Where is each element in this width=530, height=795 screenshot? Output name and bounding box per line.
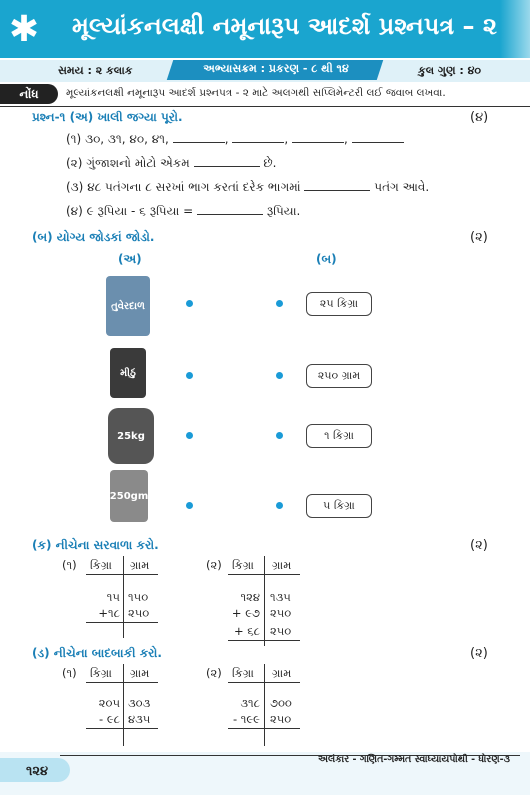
- gram-value: ૧૩૫: [270, 590, 291, 604]
- page-title: મૂલ્યાંકનલક્ષી નમૂનારૂપ આદર્શ પ્રશ્નપત્ર – ૨: [72, 12, 497, 40]
- gram-header: ગ્રામ: [272, 558, 292, 572]
- q1d-marks: (૨): [470, 646, 488, 661]
- header-rule: [86, 682, 158, 683]
- blank-field[interactable]: [232, 132, 284, 143]
- item-text: ૩૦, ૩૧, ૪૦, ૪૧,: [85, 132, 169, 146]
- problem-number: (૧): [62, 558, 77, 572]
- blank-field[interactable]: [304, 180, 370, 191]
- item-text: ૯ રૂપિયા - ૬ રૂપિયા =: [86, 204, 194, 218]
- problem-number: (૨): [206, 558, 222, 572]
- product-label: 25kg: [117, 430, 145, 442]
- kg-value: ૩૧૮: [240, 696, 260, 710]
- problem-number: (૧): [62, 666, 77, 680]
- column-b-heading: (બ): [316, 252, 337, 266]
- match-dot-right[interactable]: [276, 300, 283, 307]
- column-divider: [264, 556, 265, 646]
- difference-rule: [228, 728, 300, 729]
- kg-value: +૧૮: [98, 606, 120, 620]
- gram-value: ૧૫૦: [128, 590, 149, 604]
- answer-box: ૨૫૦ ગ્રામ: [306, 364, 372, 388]
- product-label: મીઠું: [120, 367, 136, 379]
- blank-field[interactable]: [194, 156, 260, 167]
- match-dot-right[interactable]: [276, 502, 283, 509]
- kg-value: - ૯૮: [99, 712, 120, 726]
- match-dot-right[interactable]: [276, 372, 283, 379]
- kg-value: ૧૫: [106, 590, 120, 604]
- salt-packet-image: [110, 348, 146, 398]
- answer-box: ૫ કિગ્રા: [306, 494, 372, 518]
- kg-value: + ૬૮: [233, 624, 260, 638]
- gram-value: ૪૩૫: [128, 712, 151, 726]
- sum-rule: [228, 640, 300, 641]
- comma: ,: [344, 132, 348, 146]
- item-text: પતંગ આવે.: [374, 180, 430, 194]
- gram-value: ૨૫૦: [270, 712, 292, 726]
- kg-header: કિગ્રા: [90, 666, 112, 680]
- title-bar-fade: [500, 0, 530, 58]
- syllabus-text: અભ્યાસક્રમ : પ્રકરણ - ૮ થી ૧૪: [203, 62, 349, 75]
- gram-value: ૨૫૦: [270, 606, 292, 620]
- column-divider: [123, 664, 124, 746]
- total-marks: કુલ ગુણ : ૪૦: [418, 64, 482, 77]
- match-dot-left[interactable]: [186, 372, 193, 379]
- header-rule: [228, 574, 300, 575]
- q1c-marks: (૨): [470, 538, 488, 553]
- column-a-heading: (અ): [118, 252, 142, 266]
- gram-value: ૩૦૩: [128, 696, 151, 710]
- gram-value: ૨૫૦: [128, 606, 150, 620]
- column-divider: [264, 664, 265, 746]
- match-dot-left[interactable]: [186, 502, 193, 509]
- q1b-heading: (બ) યોગ્ય જોડકાં જોડો.: [32, 230, 155, 244]
- fill-item-2: [66, 156, 276, 171]
- fill-item-4: [66, 204, 300, 219]
- kg-value: ૧૨૪: [240, 590, 260, 604]
- gram-value: ૭૦૦: [270, 696, 292, 710]
- match-dot-right[interactable]: [276, 432, 283, 439]
- difference-rule: [86, 728, 158, 729]
- asterisk-icon: ✱: [8, 9, 40, 50]
- q1a-heading: પ્રશ્ન-૧ (અ) ખાલી જગ્યા પૂરો.: [32, 110, 183, 124]
- sum-rule: [86, 622, 158, 623]
- item-number: (૪): [66, 204, 83, 218]
- product-label: 250gm: [109, 490, 149, 502]
- header-rule: [86, 574, 158, 575]
- answer-box: ૨૫ કિગ્રા: [306, 292, 372, 316]
- gram-header: ગ્રામ: [130, 666, 150, 680]
- answer-box: ૧ કિગ્રા: [306, 424, 372, 448]
- blank-field[interactable]: [197, 204, 263, 215]
- q1c-heading: (ક) નીચેના સરવાળા કરો.: [32, 538, 159, 552]
- problem-number: (૨): [206, 666, 222, 680]
- fill-item-1: [66, 132, 404, 147]
- q1b-marks: (૨): [470, 230, 488, 245]
- column-divider: [123, 556, 124, 638]
- kg-value: ૨૦૫: [98, 696, 120, 710]
- item-text: છે.: [263, 156, 277, 170]
- item-text: ગુંજાશનો મોટો એકમ: [86, 156, 190, 170]
- divider: [0, 106, 530, 107]
- kg-header: કિગ્રા: [232, 558, 254, 572]
- q1d-heading: (ડ) નીચેના બાદબાકી કરો.: [32, 646, 162, 660]
- match-dot-left[interactable]: [186, 300, 193, 307]
- footer-text: અલંકાર - ગણિત-ગમ્મત સ્વાધ્યાયપોથી - ધોરણ-૩: [318, 754, 510, 765]
- item-number: (૩): [66, 180, 84, 194]
- kg-value: + ૯૭: [231, 606, 260, 620]
- gram-value: ૨૫૦: [270, 624, 292, 638]
- kg-header: કિગ્રા: [232, 666, 254, 680]
- comma: ,: [284, 132, 289, 146]
- kg-value: - ૧૯૯: [232, 712, 260, 726]
- product-label: તુવેરદાળ: [111, 300, 145, 312]
- exam-time: સમય : ૨ કલાક: [58, 64, 133, 77]
- match-dot-left[interactable]: [186, 432, 193, 439]
- tea-packet-image: [110, 470, 148, 522]
- page-number: ૧૨૪: [26, 764, 49, 779]
- sack-image: [108, 408, 154, 464]
- comma: ,: [224, 132, 229, 146]
- item-text: રૂપિયા.: [266, 204, 301, 218]
- gram-header: ગ્રામ: [272, 666, 292, 680]
- note-text: મૂલ્યાંકનલક્ષી નમૂનારૂપ આદર્શ પ્રશ્નપત્ર - ૨ માટે અલગથી સપ્લિમેન્ટરી લઈ જવાબ લખવા.: [66, 87, 446, 99]
- item-text: ૪૮ પતંગના ૮ સરખાં ભાગ કરતાં દરેક ભાગમાં: [87, 180, 301, 194]
- item-number: (૧): [66, 132, 82, 146]
- gram-header: ગ્રામ: [130, 558, 150, 572]
- note-tag: નોંધ: [0, 84, 58, 104]
- blank-field[interactable]: [173, 132, 225, 143]
- blank-field[interactable]: [352, 132, 404, 143]
- dal-packet-image: [106, 276, 150, 336]
- item-number: (૨): [66, 156, 83, 170]
- blank-field[interactable]: [292, 132, 344, 143]
- q1a-marks: (૪): [470, 110, 489, 125]
- header-rule: [228, 682, 300, 683]
- kg-header: કિગ્રા: [90, 558, 112, 572]
- fill-item-3: [66, 180, 429, 195]
